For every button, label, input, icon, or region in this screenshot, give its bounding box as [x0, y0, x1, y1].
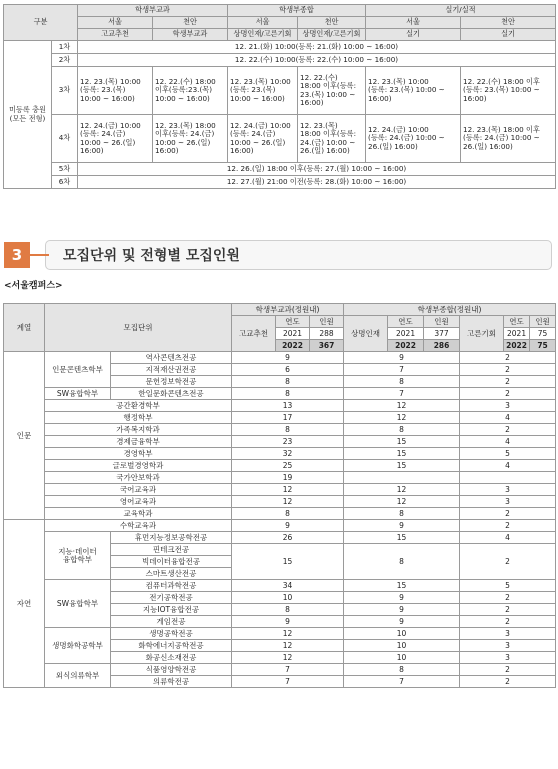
major-cell: 화학에너지공학전공: [111, 640, 232, 652]
major-cell: 지적재산권전공: [111, 364, 232, 376]
value-goreun: 2: [460, 376, 556, 388]
value-gyogwa: 25: [232, 460, 344, 472]
header-gyeyeol: 계열: [4, 304, 45, 352]
step-cell: 12. 23.(목) 10:00 (등록: 23.(목) 10:00 ~ 16:00): [78, 67, 153, 115]
value-goreun: 4: [460, 412, 556, 424]
header-group-gyogwa: 학생부교과: [78, 5, 228, 17]
step-cell: 12. 24.(금) 10:00 (등록: 24.(금) 10:00 ~ 26.(일) 16:00): [228, 115, 298, 163]
major-cell: 역사콘텐츠전공: [111, 352, 232, 364]
year-2021: 2021: [388, 328, 424, 340]
count-2022: 367: [310, 340, 344, 352]
count-2022: 286: [424, 340, 460, 352]
group-cell: 생명화학공학부: [45, 628, 111, 664]
value-goreun: 4: [460, 460, 556, 472]
major-cell: 한일문화콘텐츠전공: [111, 388, 232, 400]
step-cell: 12. 22.(수) 18:00 이후(등록: 23.(목) 10:00 ~ 16:00): [298, 67, 366, 115]
group-cell: 외식의류학부: [45, 664, 111, 688]
header-type: 상명인재/고른기회: [228, 29, 298, 41]
year-2021: 2021: [276, 328, 310, 340]
value-sangmyeong: 8: [344, 376, 460, 388]
value-gyogwa: 10: [232, 592, 344, 604]
group-cell: SW융합학부: [45, 580, 111, 628]
value-gyogwa: 7: [232, 676, 344, 688]
step-cell: 12. 22.(수) 18:00 이후 (등록: 23.(목) 10:00 ~ 16:00): [461, 67, 556, 115]
count-2021: 377: [424, 328, 460, 340]
value-gyogwa: 7: [232, 664, 344, 676]
value-gyogwa: 9: [232, 616, 344, 628]
value-goreun: 3: [460, 400, 556, 412]
step-label: 3차: [52, 67, 78, 115]
value-gyogwa: 15: [232, 544, 344, 580]
value-goreun: 3: [460, 652, 556, 664]
table-row: [4, 472, 556, 484]
side-label: 미등록 충원 (모든 전형): [4, 41, 52, 189]
value-goreun: 5: [460, 448, 556, 460]
value-goreun: 2: [460, 604, 556, 616]
category-cell: 인문: [4, 352, 45, 520]
value-sangmyeong: 10: [344, 640, 460, 652]
major-cell: 화공신소재전공: [111, 652, 232, 664]
major-cell: 핀테크전공: [111, 544, 232, 556]
table-row: [4, 484, 556, 496]
major-cell: 생명공학전공: [111, 628, 232, 640]
section-header: [3, 236, 553, 270]
value-gyogwa: 8: [232, 388, 344, 400]
value-sangmyeong: 8: [344, 508, 460, 520]
value-gyogwa: 8: [232, 508, 344, 520]
step-label: 1차: [52, 41, 78, 54]
unit-cell: 경영학부: [45, 448, 232, 460]
value-sangmyeong: 9: [344, 604, 460, 616]
section-connector: [27, 254, 49, 256]
header-inwon: 인원: [530, 316, 556, 328]
value-sangmyeong: 12: [344, 484, 460, 496]
year-2022: 2022: [504, 340, 530, 352]
unit-cell: 경제금융학부: [45, 436, 232, 448]
step-text: 12. 27.(월) 21:00 이전(등록: 28.(화) 10:00 ~ 16:00): [78, 176, 556, 189]
recruit-body: [4, 352, 556, 688]
value-sangmyeong: 9: [344, 592, 460, 604]
value-goreun: 4: [460, 532, 556, 544]
header-type: 상명인재/고른기회: [298, 29, 366, 41]
value-sangmyeong: 9: [344, 520, 460, 532]
value-gyogwa: 12: [232, 652, 344, 664]
value-sangmyeong: 12: [344, 400, 460, 412]
value-goreun: 2: [460, 424, 556, 436]
section-number: 3: [4, 242, 30, 268]
header-group-jonghap: 학생부종합: [228, 5, 366, 17]
year-2022: 2022: [388, 340, 424, 352]
value-goreun: 2: [460, 388, 556, 400]
major-cell: 게임전공: [111, 616, 232, 628]
category-cell: 자연: [4, 520, 45, 688]
step-text: 12. 22.(수) 10:00(등록: 22.(수) 10:00 ~ 16:00): [78, 54, 556, 67]
table-row: [4, 412, 556, 424]
value-sangmyeong: 12: [344, 496, 460, 508]
major-cell: 식품영양학전공: [111, 664, 232, 676]
header-t1: 고교추천: [232, 316, 276, 352]
value-gyogwa: 12: [232, 628, 344, 640]
header-type: 실기: [366, 29, 461, 41]
header-year: 연도: [276, 316, 310, 328]
step-label: 6차: [52, 176, 78, 189]
table-row: [4, 400, 556, 412]
value-sangmyeong: 7: [344, 388, 460, 400]
header-type: 학생부교과: [153, 29, 228, 41]
value-sangmyeong: 8: [344, 664, 460, 676]
section-title: 모집단위 및 전형별 모집인원: [63, 248, 240, 264]
unit-cell: 행정학부: [45, 412, 232, 424]
table-row: [4, 508, 556, 520]
year-2021: 2021: [504, 328, 530, 340]
header-g1: 학생부교과(정원내): [232, 304, 344, 316]
table-row: [4, 388, 556, 400]
header-t3: 고른기회: [460, 316, 504, 352]
value-gyogwa: 13: [232, 400, 344, 412]
value-sangmyeong: 9: [344, 352, 460, 364]
value-gyogwa: 6: [232, 364, 344, 376]
group-cell: 인문콘텐츠학부: [45, 352, 111, 388]
step-cell: 12. 23.(목) 10:00 (등록: 23.(목) 10:00 ~ 16:00): [366, 67, 461, 115]
value-goreun: 5: [460, 580, 556, 592]
group-cell: SW융합학부: [45, 388, 111, 400]
value-gyogwa: 26: [232, 532, 344, 544]
header-campus: 천안: [298, 17, 366, 29]
value-goreun: 2: [460, 676, 556, 688]
header-campus: 서울: [78, 17, 153, 29]
header-type: 고교추천: [78, 29, 153, 41]
major-cell: 빅데이터융합전공: [111, 556, 232, 568]
header-year: 연도: [504, 316, 530, 328]
value-goreun: 3: [460, 496, 556, 508]
year-2022: 2022: [276, 340, 310, 352]
value-sangmyeong: 7: [344, 364, 460, 376]
header-gubun: 구분: [4, 5, 78, 41]
table-row: [4, 628, 556, 640]
step-label: 2차: [52, 54, 78, 67]
count-2022: 75: [530, 340, 556, 352]
count-2021: 75: [530, 328, 556, 340]
header-unit: 모집단위: [45, 304, 232, 352]
value-gyogwa: 8: [232, 376, 344, 388]
value-gyogwa: 8: [232, 604, 344, 616]
table-row: [4, 352, 556, 364]
value-goreun: 2: [460, 364, 556, 376]
table-row: [4, 532, 556, 544]
value-gyogwa: 12: [232, 640, 344, 652]
table-row: [4, 460, 556, 472]
step-cell: 12. 23.(목) 18:00 이후(등록: 24.(금) 10:00 ~ 26.(일) 16:00): [153, 115, 228, 163]
value-gyogwa: 12: [232, 484, 344, 496]
table-row: [4, 580, 556, 592]
value-sangmyeong: 9: [344, 616, 460, 628]
major-cell: 문헌정보학전공: [111, 376, 232, 388]
unit-cell: 영어교육과: [45, 496, 232, 508]
major-cell: 컴퓨터과학전공: [111, 580, 232, 592]
value-gyogwa: 34: [232, 580, 344, 592]
value-sangmyeong: 8: [344, 544, 460, 580]
value-sangmyeong: 15: [344, 460, 460, 472]
step-text: 12. 26.(일) 18:00 이후(등록: 27.(월) 10:00 ~ 16:00): [78, 163, 556, 176]
step-cell: 12. 24.(금) 10:00 (등록: 24.(금) 10:00 ~ 26.(일) 16:00): [78, 115, 153, 163]
value-sangmyeong: 15: [344, 532, 460, 544]
value-goreun: 2: [460, 508, 556, 520]
step-text: 12. 21.(화) 10:00(등록: 21.(화) 10:00 ~ 16:00): [78, 41, 556, 54]
value-sangmyeong: 10: [344, 652, 460, 664]
value-gyogwa: 12: [232, 496, 344, 508]
campus-label: <서울캠퍼스>: [4, 281, 63, 291]
value-sangmyeong: 12: [344, 412, 460, 424]
unit-cell: 글로벌경영학과: [45, 460, 232, 472]
step-label: 4차: [52, 115, 78, 163]
header-campus: 천안: [461, 17, 556, 29]
unit-cell: 교육학과: [45, 508, 232, 520]
table-row: [4, 436, 556, 448]
value-goreun: 2: [460, 544, 556, 580]
value-gyogwa: 23: [232, 436, 344, 448]
value-goreun: 3: [460, 640, 556, 652]
header-campus: 천안: [153, 17, 228, 29]
recruit-table: [3, 303, 556, 688]
step-cell: 12. 23.(목) 18:00 이후 (등록: 24.(금) 10:00 ~ 26.(일) 16:00): [461, 115, 556, 163]
value-goreun: [460, 472, 556, 484]
header-campus: 서울: [228, 17, 298, 29]
header-group-silgi: 실기/실적: [366, 5, 556, 17]
header-inwon: 인원: [424, 316, 460, 328]
table-row: [4, 448, 556, 460]
value-sangmyeong: [344, 472, 460, 484]
unit-cell: 국가안보학과: [45, 472, 232, 484]
value-sangmyeong: 15: [344, 580, 460, 592]
value-gyogwa: 8: [232, 424, 344, 436]
value-sangmyeong: 10: [344, 628, 460, 640]
table-row: [4, 424, 556, 436]
step-label: 5차: [52, 163, 78, 176]
value-sangmyeong: 15: [344, 448, 460, 460]
major-cell: 전기공학전공: [111, 592, 232, 604]
value-goreun: 2: [460, 616, 556, 628]
major-cell: 스마트생산전공: [111, 568, 232, 580]
header-g2: 학생부종합(정원내): [344, 304, 556, 316]
table-row: [4, 496, 556, 508]
group-cell: 지능·데이터 융합학부: [45, 532, 111, 580]
schedule-table: [3, 4, 556, 189]
step-cell: 12. 23.(목) 10:00 (등록: 23.(목) 10:00 ~ 16:00): [228, 67, 298, 115]
header-type: 실기: [461, 29, 556, 41]
unit-cell: 국어교육과: [45, 484, 232, 496]
value-goreun: 2: [460, 592, 556, 604]
unit-cell: 수학교육과: [45, 520, 232, 532]
value-sangmyeong: 7: [344, 676, 460, 688]
value-goreun: 2: [460, 520, 556, 532]
major-cell: 휴먼지능정보공학전공: [111, 532, 232, 544]
value-goreun: 3: [460, 484, 556, 496]
value-gyogwa: 9: [232, 352, 344, 364]
count-2021: 288: [310, 328, 344, 340]
value-goreun: 3: [460, 628, 556, 640]
value-sangmyeong: 15: [344, 436, 460, 448]
major-cell: 지능IOT융합전공: [111, 604, 232, 616]
header-inwon: 인원: [310, 316, 344, 328]
table-row: [4, 520, 556, 532]
value-goreun: 2: [460, 664, 556, 676]
value-sangmyeong: 8: [344, 424, 460, 436]
unit-cell: 가족복지학과: [45, 424, 232, 436]
header-year: 연도: [388, 316, 424, 328]
value-gyogwa: 17: [232, 412, 344, 424]
value-goreun: 2: [460, 352, 556, 364]
major-cell: 의류학전공: [111, 676, 232, 688]
table-row: [4, 664, 556, 676]
value-gyogwa: 9: [232, 520, 344, 532]
step-cell: 12. 24.(금) 10:00 (등록: 24.(금) 10:00 ~ 26.(일) 16:00): [366, 115, 461, 163]
header-campus: 서울: [366, 17, 461, 29]
value-goreun: 4: [460, 436, 556, 448]
value-gyogwa: 19: [232, 472, 344, 484]
step-cell: 12. 22.(수) 18:00 이후(등록:23.(목) 10:00 ~ 16:00): [153, 67, 228, 115]
header-t2: 상명인재: [344, 316, 388, 352]
value-gyogwa: 32: [232, 448, 344, 460]
unit-cell: 공간환경학부: [45, 400, 232, 412]
step-cell: 12. 23.(목) 18:00 이후(등록: 24.(금) 10:00 ~ 26.(일) 16:00): [298, 115, 366, 163]
